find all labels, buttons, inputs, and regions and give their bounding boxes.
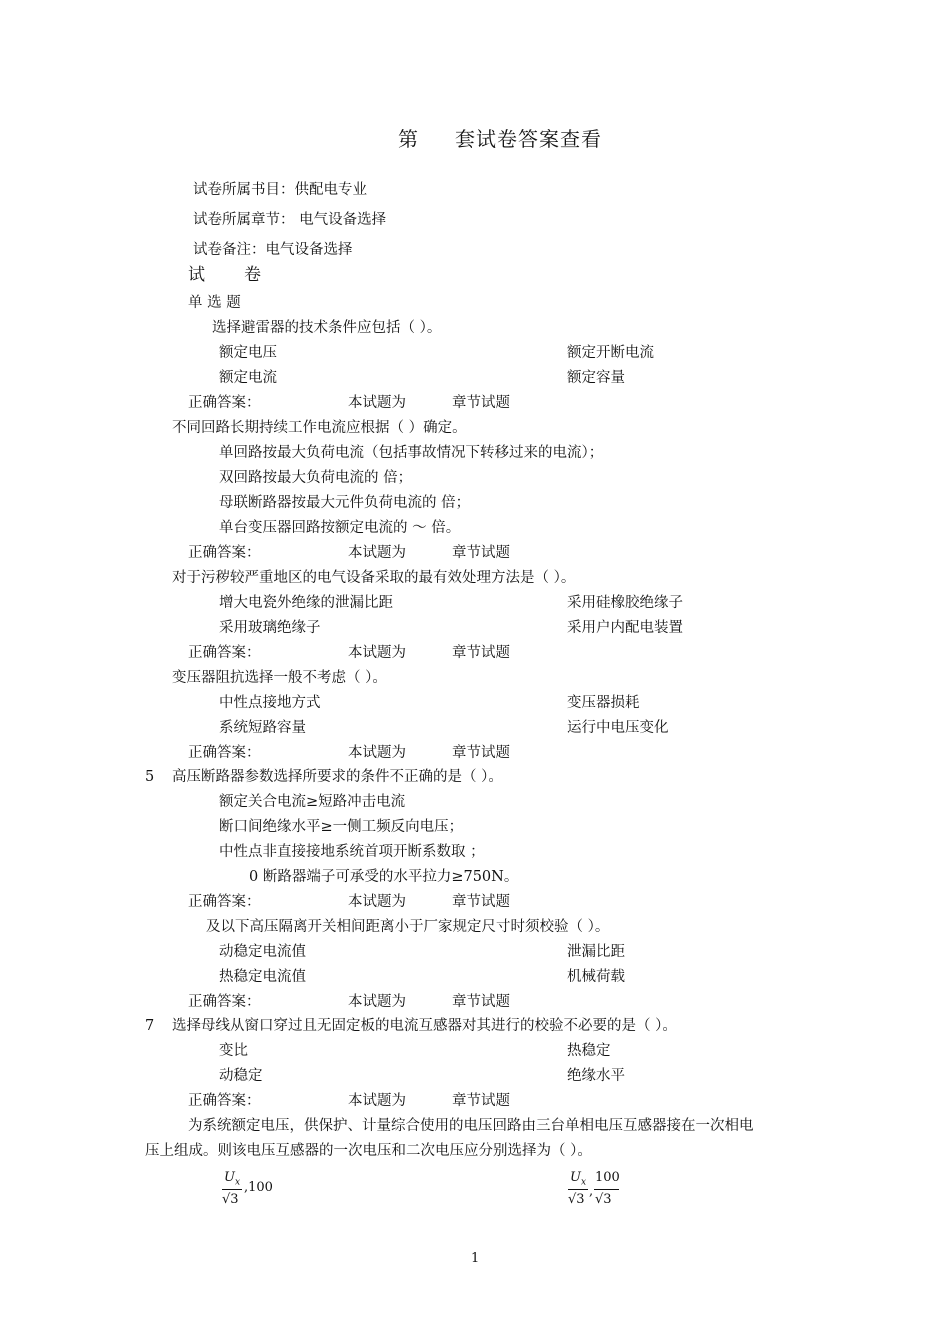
- q1-option-d: 额定容量: [567, 370, 625, 386]
- q5-option-a: 额定关合电流≥短路冲击电流: [219, 794, 406, 810]
- q5-option-c: 中性点非直接接地系统首项开断系数取 ；: [219, 844, 485, 860]
- q8-option-a-rest: ,100: [244, 1180, 273, 1195]
- q6-stem: 及以下高压隔离开关相间距离小于厂家规定尺寸时须校验（ ）。: [206, 919, 610, 935]
- q8-option-b: [568, 1170, 628, 1212]
- q6-option-b: 泄漏比距: [567, 944, 625, 960]
- q7-number: 7: [145, 1018, 155, 1034]
- q2-option-d: 单台变压器回路按额定电流的 ～ 倍。: [219, 520, 461, 536]
- q7-option-a: 变比: [219, 1043, 248, 1059]
- q6-answer-right: 章节试题: [452, 994, 510, 1010]
- q6-option-a: 动稳定电流值: [219, 944, 306, 960]
- q8-option-b-denominator2: √3: [595, 1192, 612, 1207]
- q2-answer-mid: 本试题为: [348, 545, 406, 561]
- q2-option-b: 双回路按最大负荷电流的 倍；: [219, 470, 413, 486]
- meta-note: 试卷备注：电气设备选择: [193, 242, 353, 258]
- page-title: 套试卷答案查看: [455, 127, 602, 151]
- q4-option-c: 系统短路容量: [219, 720, 306, 736]
- q4-option-b: 变压器损耗: [567, 695, 640, 711]
- q5-option-b: 断口间绝缘水平≥一侧工频反向电压；: [219, 819, 464, 835]
- q3-stem: 对于污秽较严重地区的电气设备采取的最有效处理方法是（ ）。: [172, 570, 576, 586]
- q3-answer-right: 章节试题: [452, 645, 510, 661]
- q2-answer-right: 章节试题: [452, 545, 510, 561]
- q7-stem: 选择母线从窗口穿过且无固定板的电流互感器对其进行的校验不必要的是（ ）。: [172, 1018, 677, 1034]
- question-type: 单 选 题: [188, 295, 241, 311]
- fraction-bar: [568, 1189, 588, 1190]
- q5-answer-mid: 本试题为: [348, 894, 406, 910]
- q4-answer-mid: 本试题为: [348, 745, 406, 761]
- q8-option-a-numerator: $U_x$: [224, 1170, 241, 1188]
- q7-answer-mid: 本试题为: [348, 1093, 406, 1109]
- fraction-bar: [594, 1189, 619, 1190]
- title-prefix: 第: [398, 127, 419, 151]
- q1-option-b: 额定开断电流: [567, 345, 654, 361]
- q5-answer-right: 章节试题: [452, 894, 510, 910]
- q1-option-a: 额定电压: [219, 345, 277, 361]
- q5-option-d: 0 断路器端子可承受的水平拉力≥750N。: [249, 869, 519, 885]
- q1-answer-label: 正确答案：: [188, 395, 261, 411]
- q3-option-b: 采用硅橡胶绝缘子: [567, 595, 683, 611]
- q2-answer-label: 正确答案：: [188, 545, 261, 561]
- q5-answer-label: 正确答案：: [188, 894, 261, 910]
- q2-option-a: 单回路按最大负荷电流（包括事故情况下转移过来的电流）；: [219, 445, 604, 461]
- q6-option-c: 热稳定电流值: [219, 969, 306, 985]
- q8-option-a: [222, 1170, 282, 1212]
- q4-option-a: 中性点接地方式: [219, 695, 321, 711]
- q8-option-a-denominator: √3: [222, 1192, 239, 1207]
- section-heading-shi: 试: [188, 265, 205, 285]
- q1-option-c: 额定电流: [219, 370, 277, 386]
- q6-answer-label: 正确答案：: [188, 994, 261, 1010]
- q4-answer-right: 章节试题: [452, 745, 510, 761]
- q3-answer-mid: 本试题为: [348, 645, 406, 661]
- q8-stem-line1: 为系统额定电压，供保护、计量综合使用的电压回路由三台单相电压互感器接在一次相电: [188, 1118, 754, 1134]
- q8-option-b-separator: ,: [589, 1184, 594, 1199]
- q5-number: 5: [145, 769, 155, 785]
- q4-answer-label: 正确答案：: [188, 745, 261, 761]
- q1-stem: 选择避雷器的技术条件应包括（ ）。: [212, 320, 442, 336]
- q3-option-d: 采用户内配电装置: [567, 620, 683, 636]
- q2-option-c: 母联断路器按最大元件负荷电流的 倍；: [219, 495, 471, 511]
- q8-option-b-numerator: $U_x$: [570, 1170, 587, 1188]
- q7-option-b: 热稳定: [567, 1043, 611, 1059]
- section-heading-juan: 卷: [244, 265, 261, 285]
- q3-answer-label: 正确答案：: [188, 645, 261, 661]
- q8-option-b-denominator: √3: [568, 1192, 585, 1207]
- q4-stem: 变压器阻抗选择一般不考虑（ ）。: [172, 670, 387, 686]
- q6-answer-mid: 本试题为: [348, 994, 406, 1010]
- q6-option-d: 机械荷载: [567, 969, 625, 985]
- meta-book: 试卷所属书目：供配电专业: [193, 182, 367, 198]
- page-number: 1: [471, 1251, 480, 1266]
- q8-option-b-numerator2: 100: [595, 1170, 620, 1185]
- fraction-bar: [222, 1189, 242, 1190]
- q1-answer-right: 章节试题: [452, 395, 510, 411]
- q8-stem-line2: 压上组成。则该电压互感器的一次电压和二次电压应分别选择为（ ）。: [145, 1143, 592, 1159]
- q1-answer-mid: 本试题为: [348, 395, 406, 411]
- q3-option-c: 采用玻璃绝缘子: [219, 620, 321, 636]
- q4-option-d: 运行中电压变化: [567, 720, 669, 736]
- q7-option-c: 动稳定: [219, 1068, 263, 1084]
- meta-chapter: 试卷所属章节： 电气设备选择: [193, 212, 387, 228]
- q2-stem: 不同回路长期持续工作电流应根据（ ）确定。: [172, 420, 467, 436]
- q7-option-d: 绝缘水平: [567, 1068, 625, 1084]
- q7-answer-right: 章节试题: [452, 1093, 510, 1109]
- q5-stem: 高压断路器参数选择所要求的条件不正确的是（ ）。: [172, 769, 503, 785]
- q7-answer-label: 正确答案：: [188, 1093, 261, 1109]
- q3-option-a: 增大电瓷外绝缘的泄漏比距: [219, 595, 393, 611]
